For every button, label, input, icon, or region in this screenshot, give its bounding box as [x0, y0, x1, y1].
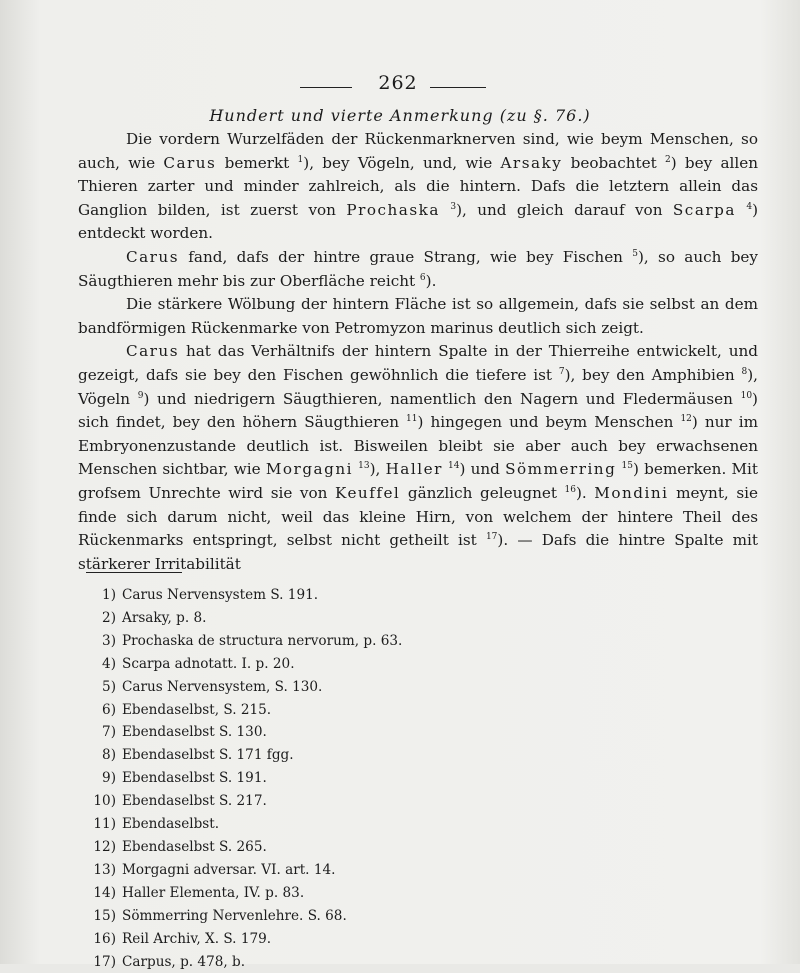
- footnote-text: Carus Nervensystem S. 191.: [122, 587, 318, 603]
- page-header: [0, 72, 800, 102]
- footnote-ref: 15: [622, 461, 633, 471]
- footnote-ref: 4: [746, 202, 752, 212]
- footnote-text: Arsaky, p. 8.: [122, 610, 206, 626]
- text-run: ).: [426, 272, 437, 290]
- paragraph: [78, 246, 758, 293]
- footnote: [92, 721, 492, 744]
- footnote-number: 9): [92, 767, 116, 790]
- footnote-ref: 8: [742, 367, 748, 377]
- paragraph: [78, 340, 758, 576]
- footnote-text: Scarpa adnotatt. I. p. 20.: [122, 656, 295, 672]
- author-name: Scarpa: [673, 201, 736, 219]
- footnote-number: 14): [92, 882, 116, 905]
- footnote-text: Sömmerring Nervenlehre. S. 68.: [122, 908, 347, 924]
- footnote-number: 16): [92, 928, 116, 951]
- author-name: Sömmerring: [505, 460, 616, 478]
- footnote-ref: 12: [680, 414, 691, 424]
- body-text: [78, 128, 758, 576]
- text-run: ), bey den Amphibien: [565, 366, 742, 384]
- author-name: Haller: [386, 460, 443, 478]
- footnote-number: 10): [92, 790, 116, 813]
- footnote-number: 8): [92, 744, 116, 767]
- text-run: hat das Verhältnifs der hintern Spalte in der Thierreihe entwickelt, und gezeigt, dafs sie bey den Fischen gewöhnlich die tiefere ist: [78, 342, 758, 384]
- footnotes: [92, 584, 492, 973]
- text-run: Die stärkere Wölbung der hintern Fläche ist so allgemein, dafs sie selbst an dem bandförmigen Rückenmarke von Petromyzon marinus deutlich sich zeigt.: [78, 295, 758, 337]
- footnote: [92, 790, 492, 813]
- footnote: [92, 951, 492, 973]
- footnote-number: 11): [92, 813, 116, 836]
- paragraph: [78, 293, 758, 340]
- footnote-ref: 11: [406, 414, 417, 424]
- footnote-number: 3): [92, 630, 116, 653]
- author-name: Keuffel: [335, 484, 400, 502]
- footnote-number: 1): [92, 584, 116, 607]
- text-run: bemerkt: [216, 154, 297, 172]
- text-run: beobachtet: [562, 154, 665, 172]
- footnote: [92, 928, 492, 951]
- header-rule-left: [300, 87, 352, 88]
- text-run: [440, 201, 450, 219]
- footnote-number: 2): [92, 607, 116, 630]
- text-run: [736, 201, 746, 219]
- footnote: [92, 630, 492, 653]
- text-run: fand, dafs der hintre graue Strang, wie bey Fischen: [179, 248, 632, 266]
- author-name: Carus: [126, 342, 179, 360]
- footnote-ref: 7: [559, 367, 565, 377]
- text-run: ) hingegen und beym Menschen: [417, 413, 680, 431]
- footnote-rule: [86, 572, 182, 573]
- text-run: ), Vögeln: [78, 366, 758, 408]
- footnote-number: 17): [92, 951, 116, 973]
- footnote: [92, 813, 492, 836]
- text-run: ) bemerken. Mit grofsem Unrechte wird sie von: [78, 460, 758, 502]
- text-run: ), und gleich darauf von: [456, 201, 673, 219]
- footnote-ref: 6: [420, 273, 426, 283]
- text-run: ) sich findet, bey den höhern Säugthieren: [78, 390, 758, 432]
- footnote-text: Ebendaselbst S. 217.: [122, 793, 267, 809]
- footnote-ref: 1: [298, 155, 304, 165]
- footnote-text: Ebendaselbst S. 265.: [122, 839, 267, 855]
- footnote-number: 15): [92, 905, 116, 928]
- author-name: Morgagni: [266, 460, 353, 478]
- author-name: Mondini: [594, 484, 668, 502]
- footnote-ref: 17: [486, 532, 497, 542]
- footnote-ref: 5: [632, 249, 638, 259]
- author-name: Carus: [163, 154, 216, 172]
- section-heading: Hundert und vierte Anmerkung (zu §. 76.): [100, 106, 700, 125]
- text-run: gänzlich geleugnet: [400, 484, 564, 502]
- footnote-number: 5): [92, 676, 116, 699]
- text-run: ) bey allen Thieren zarter und minder zahlreich, als die hintern. Dafs die letztern allein das Ganglion bilden, ist zuerst von: [78, 154, 758, 219]
- page-number: 262: [368, 72, 428, 94]
- footnote: [92, 859, 492, 882]
- text-run: ), bey Vögeln, und, wie: [303, 154, 500, 172]
- footnote-ref: 13: [358, 461, 369, 471]
- footnote: [92, 767, 492, 790]
- text-run: Die vordern Wurzelfäden der Rückenmarknerven sind, wie beym Menschen, so auch, wie: [78, 130, 758, 172]
- footnote-number: 6): [92, 699, 116, 722]
- footnote-ref: 2: [665, 155, 671, 165]
- footnote-text: Ebendaselbst S. 191.: [122, 770, 267, 786]
- footnote: [92, 676, 492, 699]
- footnote-text: Ebendaselbst, S. 215.: [122, 702, 271, 718]
- footnote: [92, 584, 492, 607]
- footnote: [92, 882, 492, 905]
- footnote-text: Carus Nervensystem, S. 130.: [122, 679, 322, 695]
- footnote-number: 12): [92, 836, 116, 859]
- author-name: Carus: [126, 248, 179, 266]
- footnote: [92, 744, 492, 767]
- text-run: ) nur im Embryonenzustande deutlich ist. Bisweilen bleibt sie aber auch bey erwachsenen Menschen sichtbar, wie: [78, 413, 758, 478]
- footnote-ref: 9: [138, 390, 144, 400]
- footnote-number: 7): [92, 721, 116, 744]
- footnote-number: 13): [92, 859, 116, 882]
- footnote: [92, 607, 492, 630]
- footnote-text: Carpus, p. 478, b.: [122, 954, 245, 970]
- author-name: Prochaska: [346, 201, 440, 219]
- footnote-ref: 10: [741, 390, 752, 400]
- author-name: Arsaky: [500, 154, 562, 172]
- text-run: meynt, sie finde sich darum nicht, weil das kleine Hirn, von welchem der hintere Theil des Rückenmarks entspringt, selbst nicht getheilt ist: [78, 484, 758, 549]
- footnote: [92, 653, 492, 676]
- footnote-text: Morgagni adversar. VI. art. 14.: [122, 862, 335, 878]
- text-run: ),: [370, 460, 386, 478]
- footnote-text: Ebendaselbst S. 130.: [122, 724, 267, 740]
- footnote-text: Reil Archiv, X. S. 179.: [122, 931, 271, 947]
- footnote: [92, 905, 492, 928]
- text-run: ) entdeckt worden.: [78, 201, 758, 243]
- footnote: [92, 699, 492, 722]
- footnote-number: 4): [92, 653, 116, 676]
- footnote-text: Prochaska de structura nervorum, p. 63.: [122, 633, 402, 649]
- footnote-ref: 3: [450, 202, 456, 212]
- footnote-ref: 14: [448, 461, 459, 471]
- paragraph: [78, 128, 758, 246]
- footnote-ref: 16: [565, 485, 576, 495]
- footnote-text: Ebendaselbst S. 171 fgg.: [122, 747, 294, 763]
- text-run: ). — Dafs die hintre Spalte mit stärkerer Irritabilität: [78, 531, 758, 573]
- text-run: ), so auch bey Säugthieren mehr bis zur Oberfläche reicht: [78, 248, 758, 290]
- footnote-text: Haller Elementa, IV. p. 83.: [122, 885, 304, 901]
- footnote: [92, 836, 492, 859]
- header-rule-right: [430, 87, 486, 88]
- footnote-text: Ebendaselbst.: [122, 816, 219, 832]
- text-run: ) und niedrigern Säugthieren, namentlich den Nagern und Fledermäusen: [143, 390, 740, 408]
- text-run: ).: [576, 484, 594, 502]
- text-run: ) und: [459, 460, 505, 478]
